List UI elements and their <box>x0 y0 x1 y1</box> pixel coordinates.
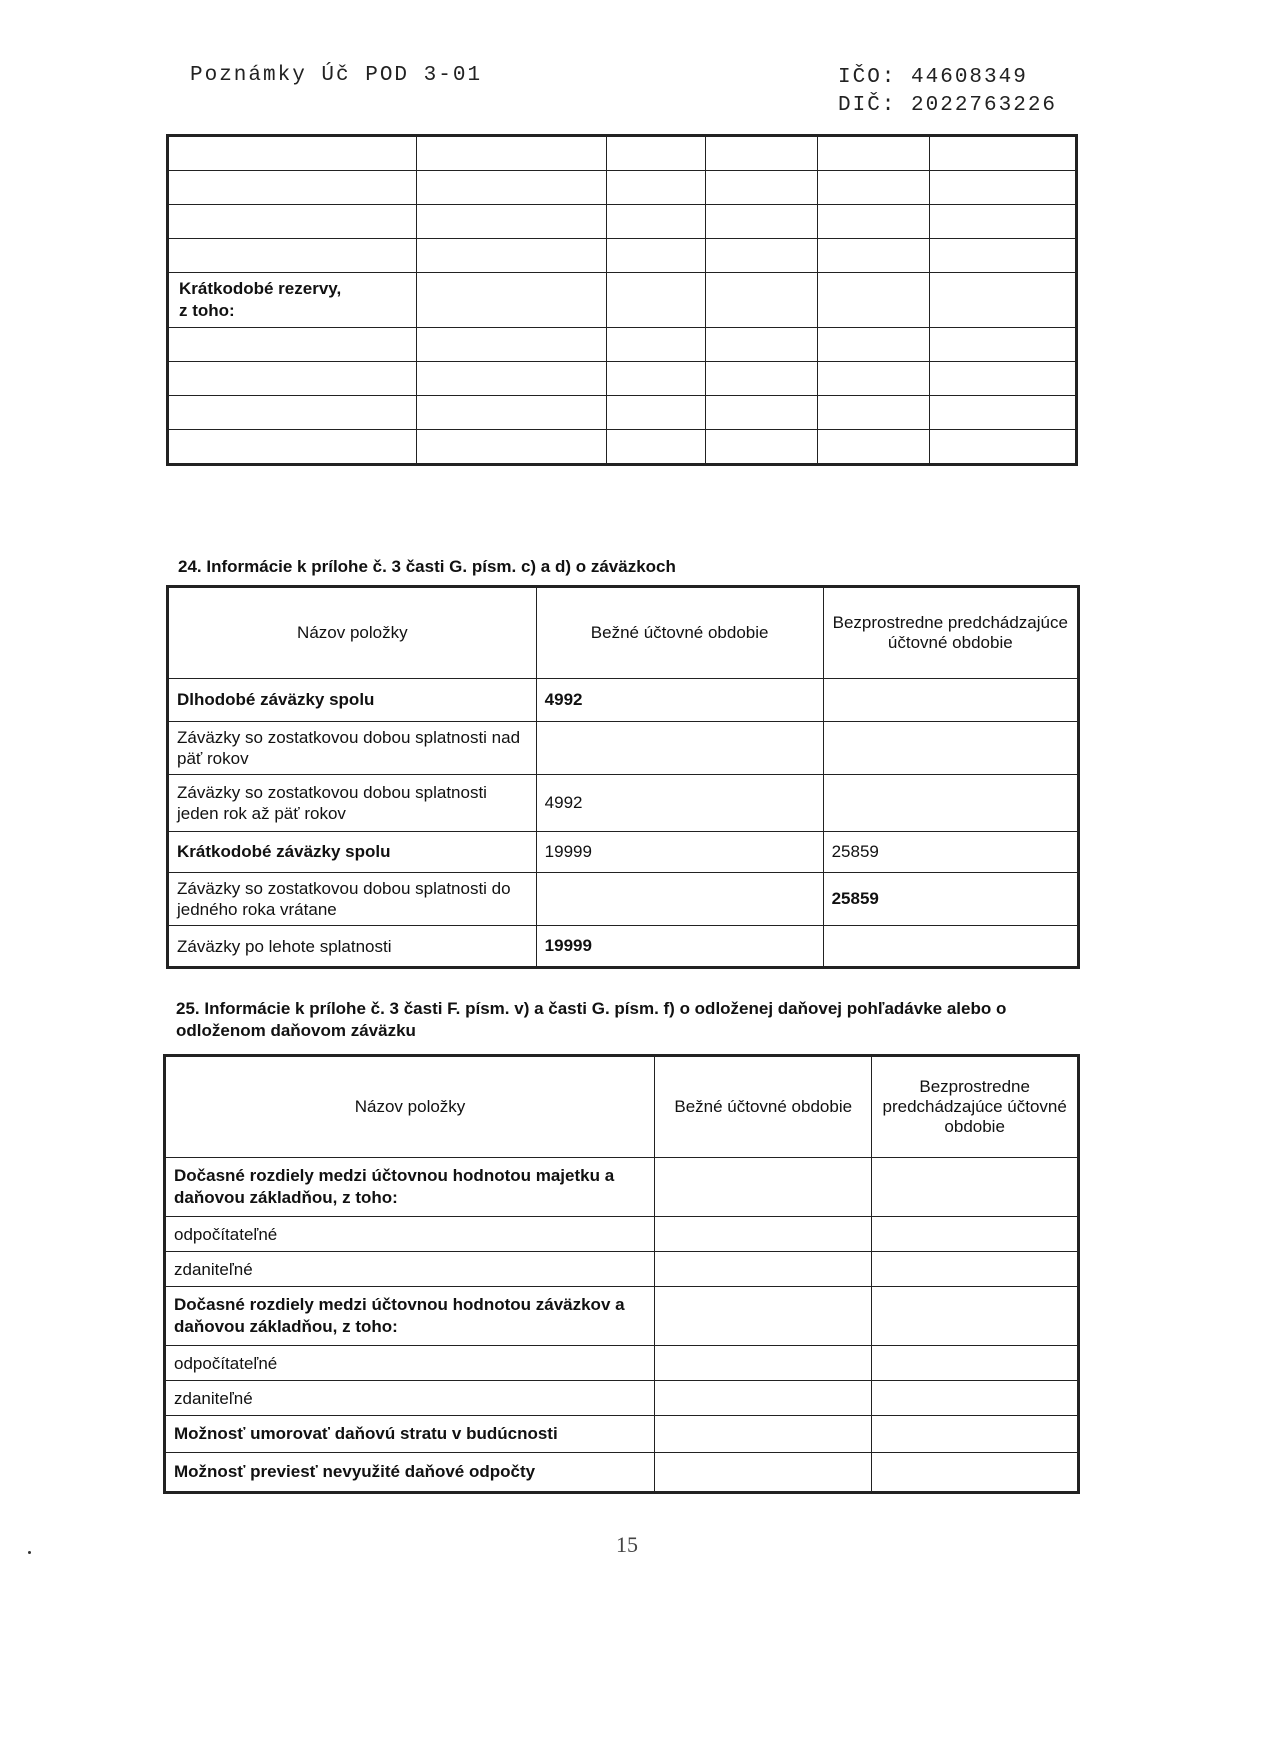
row-name: Záväzky so zostatkovou dobou splatnosti do jedného roka vrátane <box>168 873 537 926</box>
row-name: Krátkodobé záväzky spolu <box>168 832 537 873</box>
scan-speck <box>28 1551 31 1554</box>
col-header-current: Bežné účtovné obdobie <box>536 587 823 679</box>
table-row <box>168 273 1077 328</box>
table-row <box>168 171 1077 205</box>
col-header-current: Bežné účtovné obdobie <box>655 1056 872 1158</box>
row-name: Možnosť umorovať daňovú stratu v budúcnosti <box>165 1416 655 1453</box>
ico-number: IČO: 44608349 <box>838 66 1028 89</box>
row-name: Dočasné rozdiely medzi účtovnou hodnotou záväzkov a daňovou základňou, z toho: <box>165 1287 655 1346</box>
page-number: 15 <box>616 1532 638 1557</box>
row-prev-value <box>823 926 1078 968</box>
row-prev-value <box>823 679 1078 722</box>
table-row <box>168 679 1079 722</box>
table-row <box>168 832 1079 873</box>
table-header-row <box>168 587 1079 679</box>
row-name: zdaniteľné <box>165 1381 655 1416</box>
row-name: zdaniteľné <box>165 1252 655 1287</box>
table-row <box>165 1217 1079 1252</box>
row-current-value: 19999 <box>536 926 823 968</box>
company-ids <box>838 64 1057 120</box>
row-current-value: 4992 <box>536 775 823 832</box>
table-row <box>165 1346 1079 1381</box>
row-current-value <box>536 873 823 926</box>
col-header-prev: Bezprostredne predchádzajúce účtovné obdobie <box>872 1056 1079 1158</box>
table-row <box>165 1287 1079 1346</box>
short-term-reserves-label: Krátkodobé rezervy, z toho: <box>168 273 417 328</box>
row-prev-value <box>823 775 1078 832</box>
row-prev-value <box>823 722 1078 775</box>
row-name: Dlhodobé záväzky spolu <box>168 679 537 722</box>
row-name: Záväzky so zostatkovou dobou splatnosti jeden rok až päť rokov <box>168 775 537 832</box>
table-row <box>168 430 1077 465</box>
table-row <box>168 328 1077 362</box>
table-row <box>168 239 1077 273</box>
table-row <box>168 362 1077 396</box>
table-row <box>168 722 1079 775</box>
table-row <box>168 873 1079 926</box>
table-row <box>165 1416 1079 1453</box>
col-header-name: Názov položky <box>168 587 537 679</box>
liabilities-table <box>166 585 1080 969</box>
table-row <box>168 926 1079 968</box>
col-header-prev: Bezprostredne predchádzajúce účtovné obdobie <box>823 587 1078 679</box>
row-current-value <box>536 722 823 775</box>
table-row <box>165 1252 1079 1287</box>
row-prev-value: 25859 <box>823 832 1078 873</box>
row-name: Dočasné rozdiely medzi účtovnou hodnotou majetku a daňovou základňou, z toho: <box>165 1158 655 1217</box>
table-row <box>168 396 1077 430</box>
row-name: odpočítateľné <box>165 1217 655 1252</box>
section-24-title: 24. Informácie k prílohe č. 3 časti G. písm. c) a d) o záväzkoch <box>178 557 676 576</box>
row-name: Záväzky po lehote splatnosti <box>168 926 537 968</box>
table-header-row <box>165 1056 1079 1158</box>
row-name: Možnosť previesť nevyužité daňové odpočty <box>165 1453 655 1493</box>
row-current-value: 4992 <box>536 679 823 722</box>
dic-number: DIČ: 2022763226 <box>838 94 1058 117</box>
deferred-tax-table <box>163 1054 1080 1494</box>
row-prev-value: 25859 <box>823 873 1078 926</box>
row-current-value: 19999 <box>536 832 823 873</box>
table-row <box>168 775 1079 832</box>
document-header-title: Poznámky Úč POD 3-01 <box>190 64 483 87</box>
table-row <box>165 1381 1079 1416</box>
table-row <box>165 1453 1079 1493</box>
table-row <box>168 136 1077 171</box>
section-25-title: 25. Informácie k prílohe č. 3 časti F. písm. v) a časti G. písm. f) o odloženej daňovej pohľadávke alebo o odloženom daňovom záväzku <box>176 999 1007 1040</box>
row-name: odpočítateľné <box>165 1346 655 1381</box>
table-row <box>168 205 1077 239</box>
reserves-table <box>166 134 1078 466</box>
table-row <box>165 1158 1079 1217</box>
col-header-name: Názov položky <box>165 1056 655 1158</box>
row-name: Záväzky so zostatkovou dobou splatnosti nad päť rokov <box>168 722 537 775</box>
